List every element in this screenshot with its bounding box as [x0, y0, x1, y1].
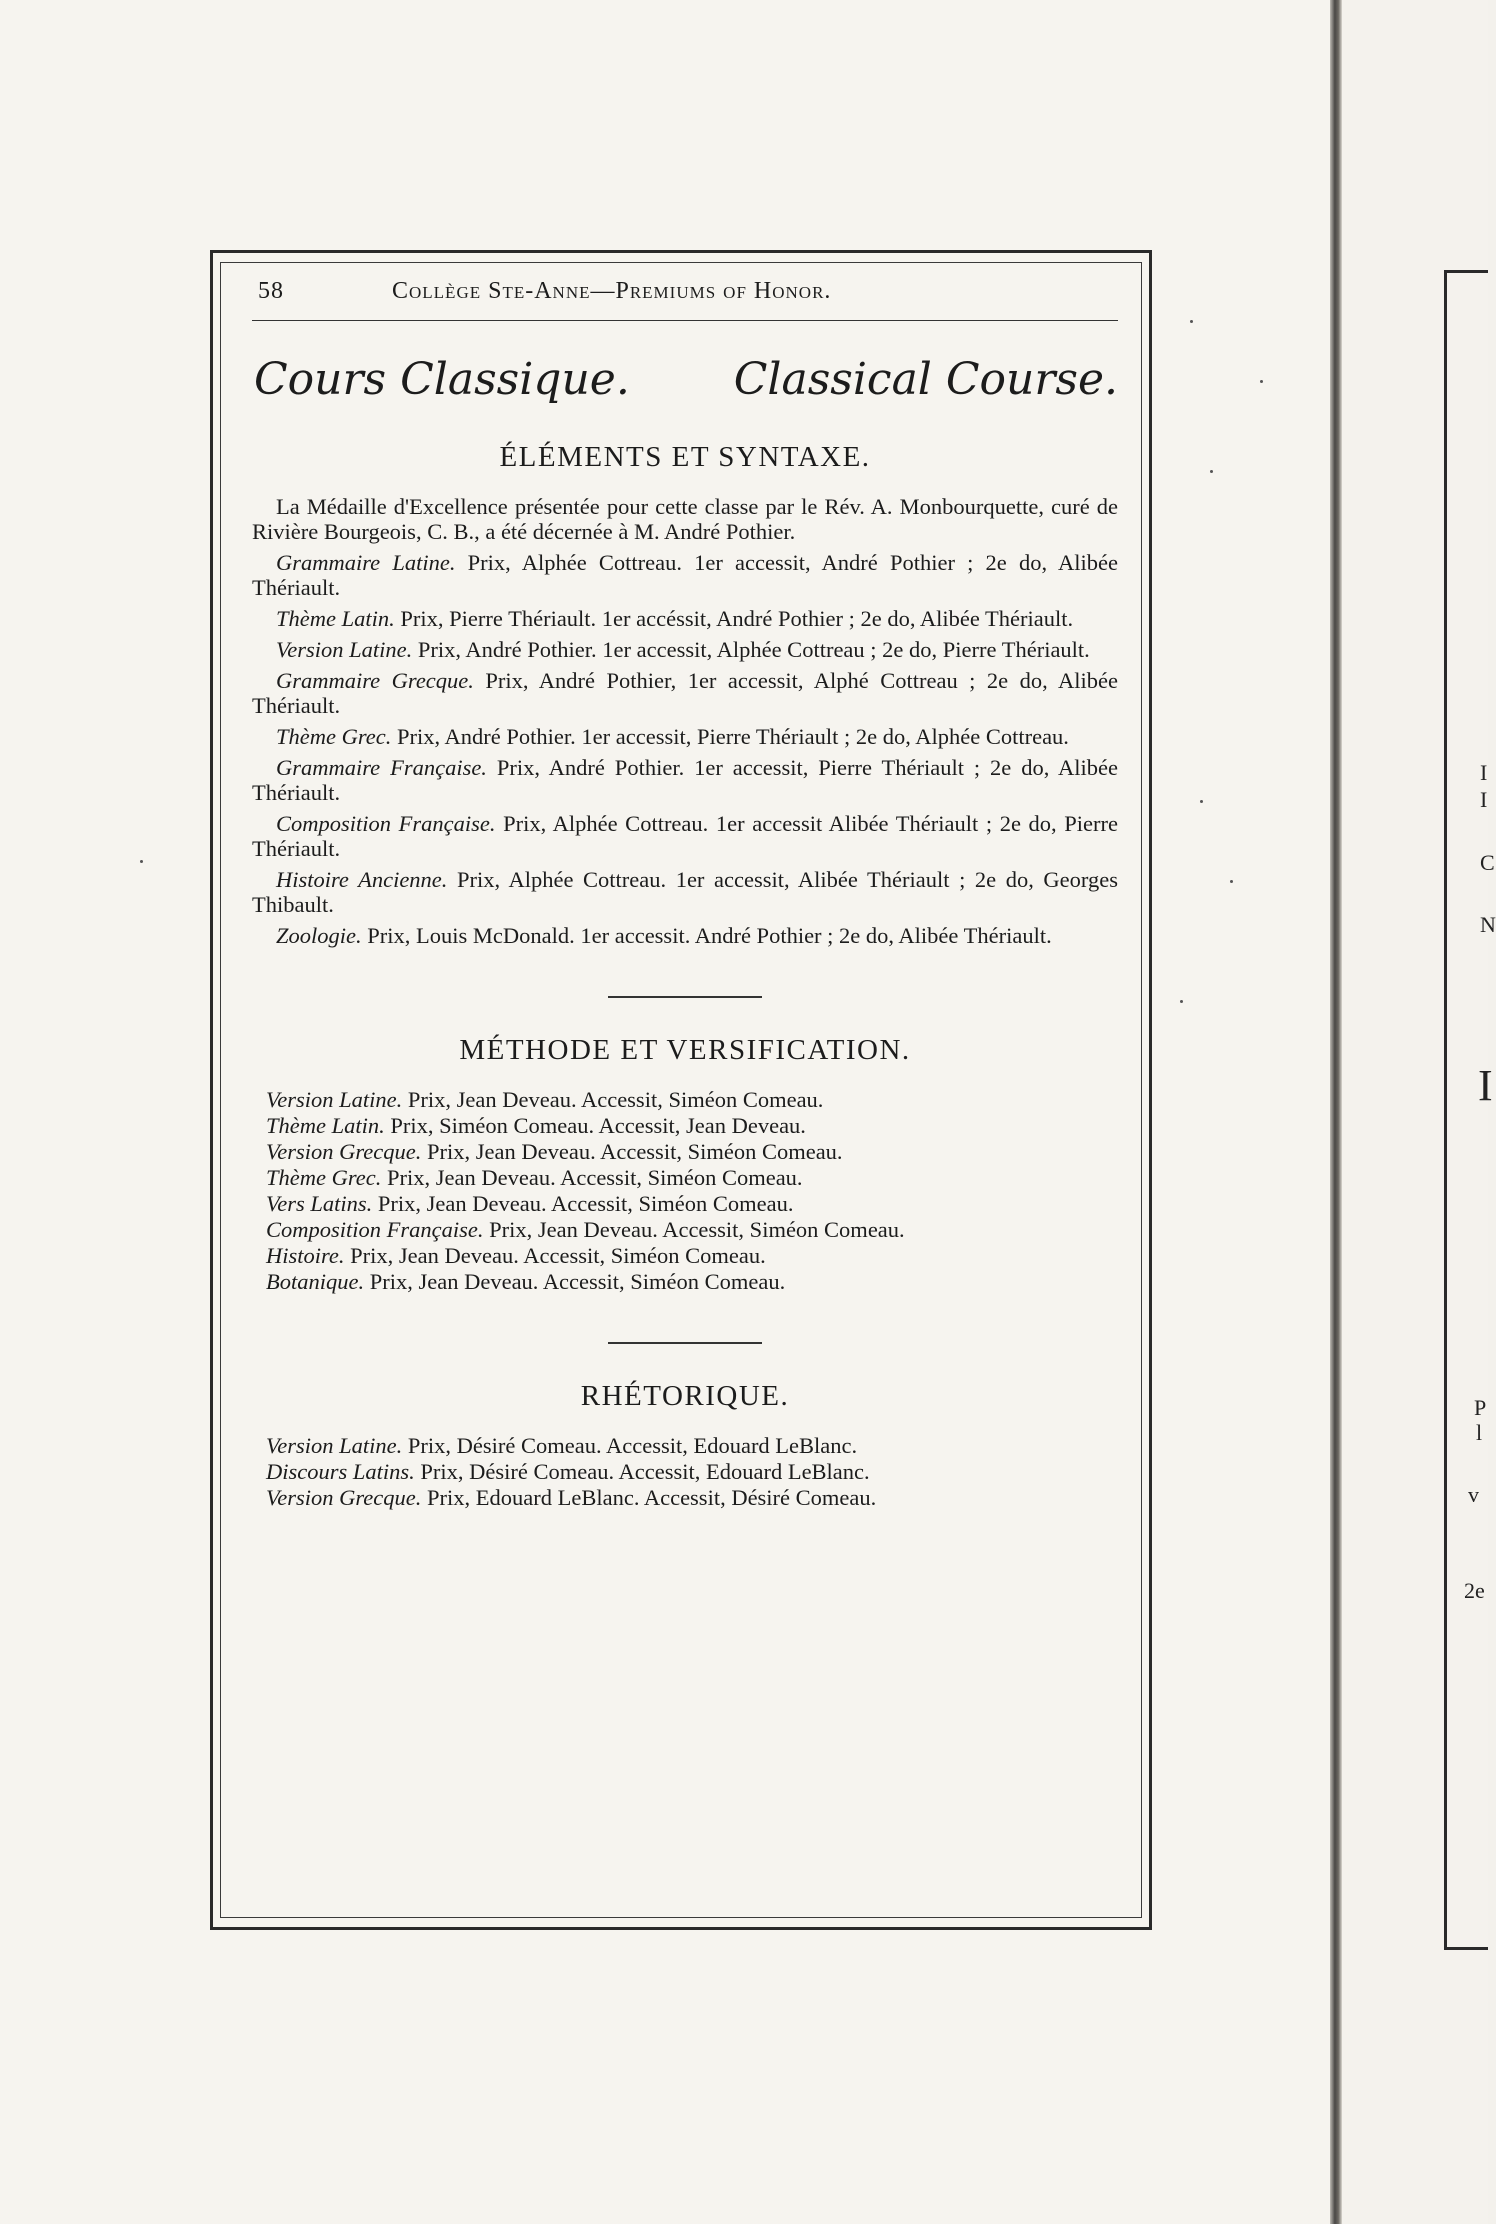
- prize-entry: [252, 668, 1118, 718]
- scan-speck: [1230, 880, 1233, 883]
- section-divider: [608, 996, 762, 998]
- section-heading: MÉTHODE ET VERSIFICATION.: [459, 1034, 911, 1066]
- entry-subject: Version Grecque.: [266, 1139, 422, 1164]
- adjacent-fragment: C: [1480, 850, 1495, 875]
- entry-text: Prix, Edouard LeBlanc. Accessit, Désiré Comeau.: [421, 1485, 877, 1510]
- adjacent-fragment: v: [1468, 1482, 1479, 1507]
- prize-entry: [252, 1139, 1118, 1164]
- entry-text: Prix, Pierre Thériault. 1er accéssit, André Pothier ; 2e do, Alibée Thériault.: [394, 606, 1074, 631]
- entry-subject: Grammaire Française.: [276, 755, 487, 780]
- excellence-medal-entry: [252, 494, 1118, 544]
- entry-text: Prix, Jean Deveau. Accessit, Siméon Comeau.: [344, 1243, 766, 1268]
- prize-entry: [252, 1113, 1118, 1138]
- entry-text: Prix, Jean Deveau. Accessit, Siméon Comeau.: [364, 1269, 786, 1294]
- entry-subject: Botanique.: [266, 1269, 365, 1294]
- prize-entry: [252, 1459, 1118, 1484]
- section-elements-syntaxe: [252, 441, 1118, 948]
- prize-entry: [252, 811, 1118, 861]
- book-gutter: [1330, 0, 1342, 2224]
- prize-entry: [252, 1269, 1118, 1294]
- course-titles: [252, 339, 1118, 405]
- adjacent-fragment: l: [1476, 1420, 1483, 1445]
- entry-text: Prix, André Pothier. 1er accessit, Alphée Cottreau ; 2e do, Pierre Thériault.: [412, 637, 1090, 662]
- header-rule: [252, 320, 1118, 321]
- prize-entry: [252, 1217, 1118, 1242]
- entry-subject: Histoire.: [266, 1243, 345, 1268]
- entry-text: Prix, Jean Deveau. Accessit, Siméon Comeau.: [372, 1191, 794, 1216]
- course-title-french: Cours Classique.: [254, 354, 630, 405]
- prize-entry: [252, 637, 1118, 662]
- entry-subject: Version Latine.: [266, 1087, 403, 1112]
- entry-subject: Thème Latin.: [266, 1113, 385, 1138]
- entry-text: Prix, Désiré Comeau. Accessit, Edouard LeBlanc.: [414, 1459, 870, 1484]
- entry-subject: Version Latine.: [276, 637, 413, 662]
- entry-subject: Zoologie.: [276, 923, 362, 948]
- section-rhetorique: [252, 1380, 1118, 1510]
- adjacent-fragment: I: [1478, 1061, 1493, 1110]
- section-divider: [608, 1342, 762, 1344]
- entry-text: Prix, Jean Deveau. Accessit, Siméon Comeau.: [381, 1165, 803, 1190]
- entry-text: Prix, Jean Deveau. Accessit, Siméon Comeau.: [421, 1139, 843, 1164]
- prize-entry: [252, 755, 1118, 805]
- entry-text: Prix, Alphée Cottreau. 1er accessit Alibée Thériault ; 2e do, Pierre Thériault.: [252, 811, 1118, 861]
- page-header: [252, 272, 1118, 312]
- entry-subject: Vers Latins.: [266, 1191, 373, 1216]
- prize-entry: [252, 724, 1118, 749]
- entry-text: Prix, Siméon Comeau. Accessit, Jean Deveau.: [384, 1113, 806, 1138]
- prize-entry: [252, 606, 1118, 631]
- scan-speck: [140, 860, 143, 863]
- entry-subject: Composition Française.: [266, 1217, 484, 1242]
- entry-text: Prix, Désiré Comeau. Accessit, Edouard LeBlanc.: [402, 1433, 858, 1458]
- scan-speck: [1190, 320, 1193, 323]
- entry-text: Prix, Louis McDonald. 1er accessit. André Pothier ; 2e do, Alibée Thériault.: [361, 923, 1052, 948]
- entry-subject: Thème Grec.: [266, 1165, 382, 1190]
- entry-text: Prix, André Pothier. 1er accessit, Pierre Thériault ; 2e do, Alphée Cottreau.: [391, 724, 1069, 749]
- scan-speck: [1260, 380, 1263, 383]
- entry-subject: Composition Française.: [276, 811, 496, 836]
- entry-subject: Discours Latins.: [266, 1459, 415, 1484]
- prize-entry: [252, 1243, 1118, 1268]
- section-methode-versification: [252, 1034, 1118, 1294]
- prize-entry: [252, 867, 1118, 917]
- prize-entry: [252, 1191, 1118, 1216]
- entry-text: Prix, André Pothier, 1er accessit, Alphé Cottreau ; 2e do, Alibée Thériault.: [252, 668, 1118, 718]
- scan-speck: [1200, 800, 1203, 803]
- prize-entry: [252, 550, 1118, 600]
- prize-entry: [252, 1433, 1118, 1458]
- entry-subject: Version Grecque.: [266, 1485, 422, 1510]
- entry-subject: Histoire Ancienne.: [276, 867, 448, 892]
- adjacent-fragment: N: [1480, 912, 1496, 937]
- adjacent-fragment: 2e: [1464, 1578, 1485, 1603]
- adjacent-fragment: I: [1480, 787, 1488, 812]
- entry-text: Prix, André Pothier. 1er accessit, Pierre Thériault ; 2e do, Alibée Thériault.: [252, 755, 1118, 805]
- entry-subject: Thème Latin.: [276, 606, 395, 631]
- section-heading: RHÉTORIQUE.: [580, 1380, 790, 1412]
- course-title-english: Classical Course.: [733, 354, 1118, 405]
- adjacent-fragment: P: [1474, 1395, 1487, 1420]
- entry-text: Prix, Jean Deveau. Accessit, Siméon Comeau.: [402, 1087, 824, 1112]
- entry-subject: Version Latine.: [266, 1433, 403, 1458]
- entry-text: La Médaille d'Excellence présentée pour cette classe par le Rév. A. Monbourquette, curé de Rivière Bourgeois, C. B., a été décernée à M. André Pothier.: [252, 494, 1118, 544]
- running-title: Collège Ste-Anne—Premiums of Honor.: [392, 278, 832, 304]
- prize-entry: [252, 1165, 1118, 1190]
- entry-text: Prix, Alphée Cottreau. 1er accessit, André Pothier ; 2e do, Alibée Thériault.: [252, 550, 1118, 600]
- scan-speck: [1210, 470, 1213, 473]
- entry-subject: Thème Grec.: [276, 724, 392, 749]
- entry-subject: Grammaire Grecque.: [276, 668, 474, 693]
- prize-entry: [252, 923, 1118, 948]
- page-content: [252, 272, 1118, 1511]
- entry-subject: Grammaire Latine.: [276, 550, 456, 575]
- prize-entry: [252, 1485, 1118, 1510]
- entry-text: Prix, Alphée Cottreau. 1er accessit, Alibée Thériault ; 2e do, Georges Thibault.: [252, 867, 1118, 917]
- section-heading: ÉLÉMENTS ET SYNTAXE.: [499, 441, 871, 473]
- entry-text: Prix, Jean Deveau. Accessit, Siméon Comeau.: [483, 1217, 905, 1242]
- prize-entry: [252, 1087, 1118, 1112]
- page-number: 58: [258, 278, 284, 304]
- adjacent-fragment: I: [1480, 760, 1488, 785]
- scan-speck: [1180, 1000, 1183, 1003]
